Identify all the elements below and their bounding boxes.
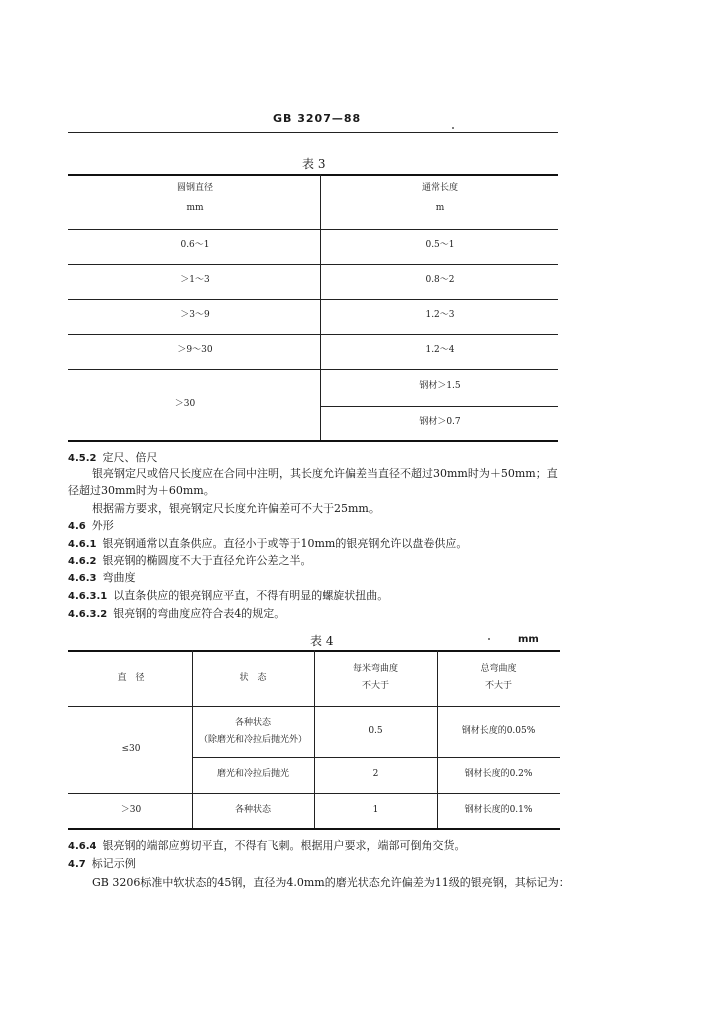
table4-column-divider <box>314 650 315 828</box>
section-4-6-3-1 <box>68 588 388 605</box>
section-text: 以直条供应的银亮钢应平直，不得有明显的螺旋状扭曲。 <box>113 589 389 602</box>
table4-header-total: 总弯曲度 <box>480 664 517 674</box>
table3-row-length: 1.2～3 <box>425 310 455 320</box>
table4-r2-state: 磨光和冷拉后抛光 <box>216 769 289 779</box>
table4-header-per-meter: 每米弯曲度 <box>352 664 398 674</box>
table3-row-rule <box>68 264 558 265</box>
table3-row-length: 0.8～2 <box>425 275 455 285</box>
section-number: 4.6.1 <box>68 539 97 550</box>
table4-r3-per-meter: 1 <box>372 805 379 815</box>
scan-speck <box>452 127 454 129</box>
table3-row-length: 0.5～1 <box>425 240 455 250</box>
table4-subrow-rule <box>192 757 560 758</box>
table3-row-rule <box>68 334 558 335</box>
table3-col2-unit: m <box>435 203 445 213</box>
table3-subrow-rule <box>321 406 558 407</box>
table3-row-rule <box>68 369 558 370</box>
paragraph: GB 3206标准中软状态的45钢，直径为4.0mm的磨光状态允许偏差为11级的银亮钢，其标记为： <box>92 876 570 889</box>
table3-top-rule <box>68 174 558 176</box>
table4-header-total-limit: 不大于 <box>484 681 512 691</box>
table3-bottom-rule <box>68 440 558 442</box>
section-title: 弯曲度 <box>102 571 136 584</box>
header-rule <box>68 132 558 133</box>
table3-last-diameter: ＞30 <box>174 399 196 409</box>
section-4-6-3 <box>68 570 135 587</box>
table4-r1-diameter: ≤30 <box>121 744 141 754</box>
section-4-7-heading <box>68 856 136 873</box>
section-4-6-heading <box>68 518 114 535</box>
section-number: 4.6.3.1 <box>68 591 108 602</box>
table4-bottom-rule <box>68 828 560 830</box>
section-text: 银亮钢通常以直条供应。直径小于或等于10mm的银亮钢允许以盘卷供应。 <box>102 537 468 550</box>
table3-last-length-b: 钢材＞0.7 <box>419 417 461 427</box>
section-number: 4.6.2 <box>68 556 97 567</box>
table4-header-per-meter-limit: 不大于 <box>361 681 389 691</box>
table3-row-diameter: ＞3～9 <box>180 310 210 320</box>
section-title: 标记示例 <box>91 857 136 870</box>
table4-r3-state: 各种状态 <box>234 805 271 815</box>
table4-r1-state-note: （除磨光和冷拉后抛光外） <box>198 735 307 745</box>
table4-r3-total: 钢材长度的0.1% <box>464 805 533 815</box>
table4-caption: 表 4 <box>310 634 334 648</box>
table3-col1-header: 圆钢直径 <box>176 183 213 193</box>
scan-speck <box>488 638 490 640</box>
table3-row-diameter: ＞9～30 <box>177 345 213 355</box>
table4-header-diameter: 直 径 <box>117 673 145 683</box>
section-title: 定尺、倍尺 <box>102 451 158 464</box>
table3-header-rule <box>68 229 558 230</box>
section-text: 银亮钢的端部应剪切平直，不得有飞刺。根据用户要求，端部可倒角交货。 <box>102 839 466 852</box>
table3-column-divider <box>320 174 321 440</box>
table3-last-length-a: 钢材＞1.5 <box>419 381 461 391</box>
section-number: 4.6.4 <box>68 841 97 852</box>
paragraph: 径超过30mm时为＋60mm。 <box>68 484 215 497</box>
table4-r2-total: 钢材长度的0.2% <box>464 769 533 779</box>
section-number: 4.5.2 <box>68 453 97 464</box>
standard-number: GB 3207—88 <box>273 112 362 125</box>
table4-r1-total: 钢材长度的0.05% <box>461 726 536 736</box>
table3-col2-header: 通常长度 <box>421 183 458 193</box>
section-number: 4.7 <box>68 859 86 870</box>
section-number: 4.6.3 <box>68 573 97 584</box>
table3-row-diameter: 0.6～1 <box>180 240 210 250</box>
table3-col1-unit: mm <box>186 203 204 213</box>
section-text: 银亮钢的椭圆度不大于直径允许公差之半。 <box>102 554 312 567</box>
section-title: 外形 <box>91 519 114 532</box>
section-text: 银亮钢的弯曲度应符合表4的规定。 <box>113 607 286 620</box>
table4-r1-per-meter: 0.5 <box>368 726 383 736</box>
table3-row-length: 1.2～4 <box>425 345 455 355</box>
section-4-6-4 <box>68 838 465 855</box>
section-4-6-1 <box>68 536 467 553</box>
section-number: 4.6 <box>68 521 86 532</box>
table4-r1-state: 各种状态 <box>234 718 271 728</box>
paragraph: 根据需方要求，银亮钢定尺长度允许偏差可不大于25mm。 <box>92 502 380 515</box>
section-4-5-2-heading <box>68 450 157 467</box>
table3-row-diameter: ＞1～3 <box>180 275 210 285</box>
table3-caption: 表 3 <box>302 157 326 171</box>
table4-column-divider <box>437 650 438 828</box>
table3-row-rule <box>68 299 558 300</box>
section-number: 4.6.3.2 <box>68 609 108 620</box>
table4-unit: mm <box>518 634 539 645</box>
table4-header-state: 状 态 <box>239 673 267 683</box>
section-4-6-2 <box>68 553 311 570</box>
section-4-6-3-2 <box>68 606 285 623</box>
table4-r3-diameter: ＞30 <box>120 805 142 815</box>
table4-r2-per-meter: 2 <box>372 769 379 779</box>
paragraph: 银亮钢定尺或倍尺长度应在合同中注明，其长度允许偏差当直径不超过30mm时为＋50mm；直 <box>92 467 558 480</box>
